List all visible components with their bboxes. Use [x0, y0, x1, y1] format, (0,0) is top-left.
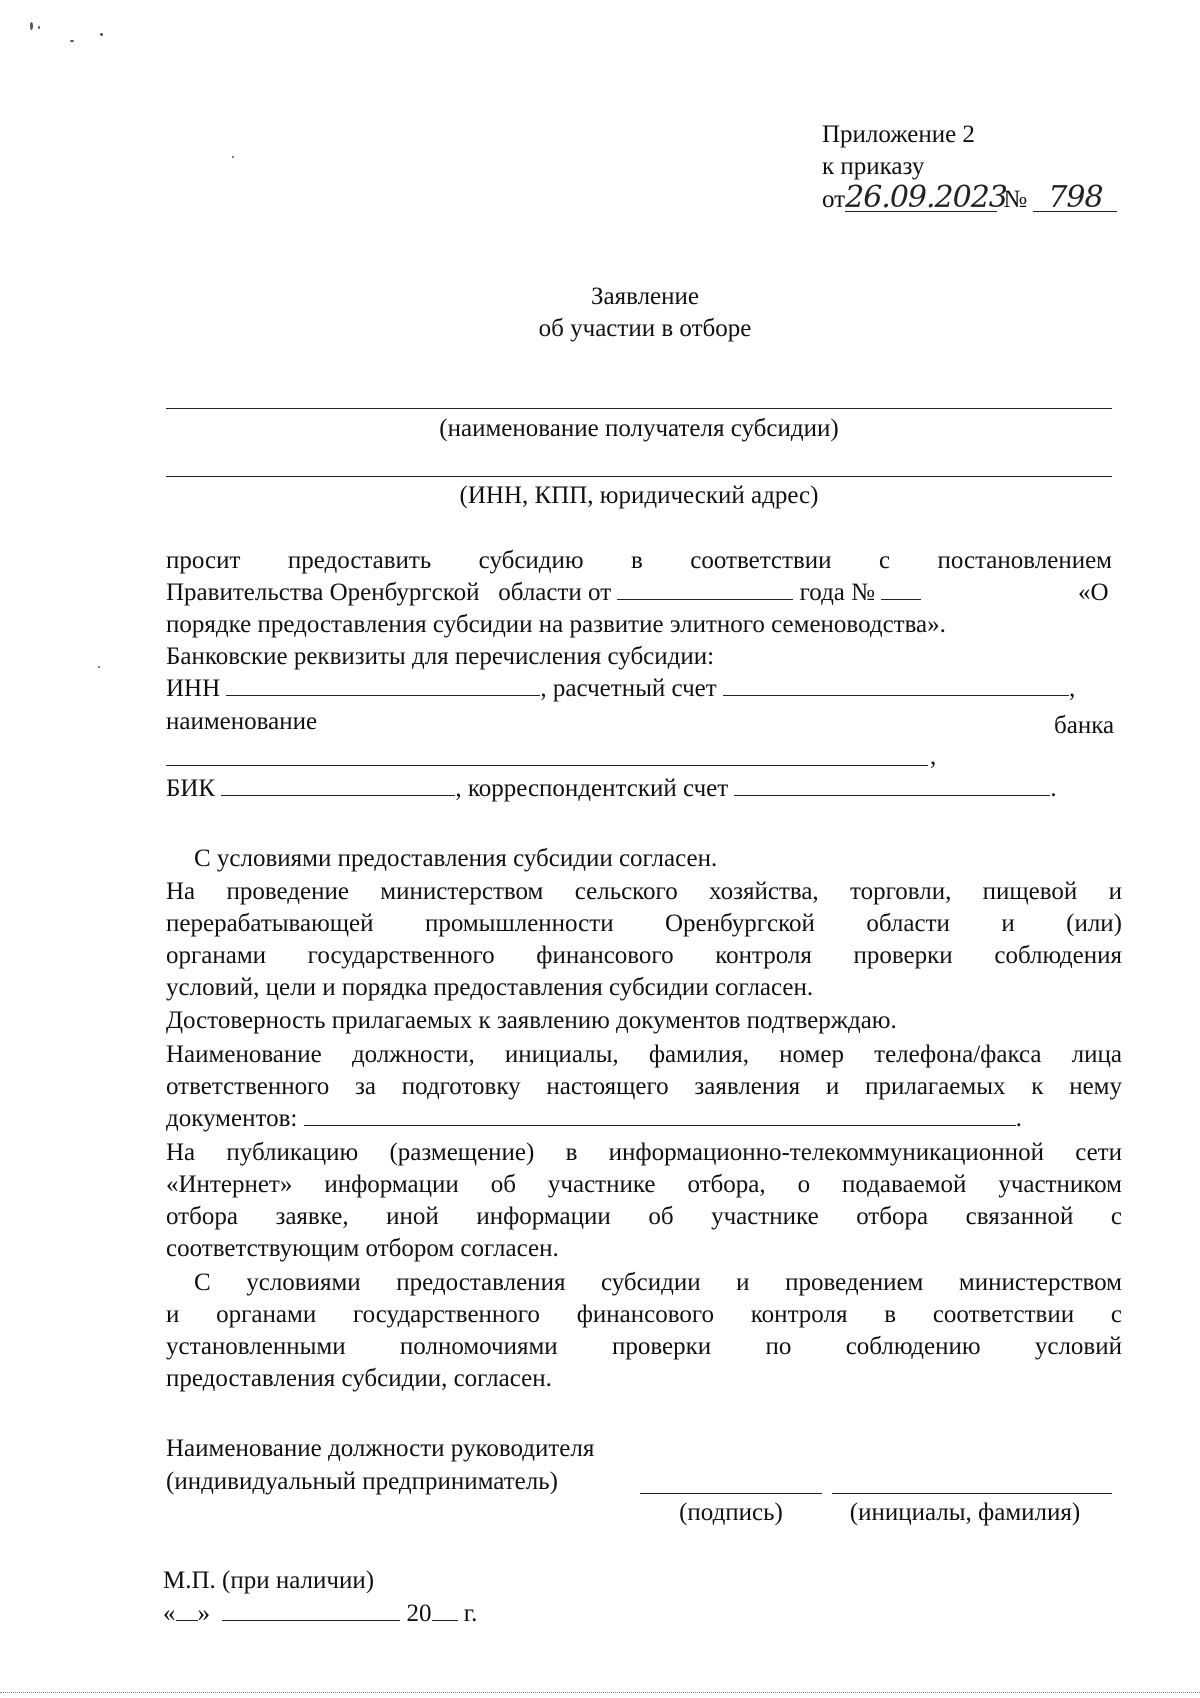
- day-blank: [176, 1598, 198, 1621]
- request-word: в: [631, 547, 643, 574]
- bik-blank: [221, 773, 455, 796]
- request-word: предоставить: [287, 547, 432, 574]
- request-line-2: [166, 577, 921, 608]
- signature-caption: (подпись): [679, 1499, 783, 1526]
- date-row: [163, 1598, 477, 1629]
- order-date-row: [822, 180, 1117, 215]
- responsible-person-line: ответственного за подготовку настоящего заявления и прилагаемых к нему: [166, 1073, 1122, 1100]
- signature-line: [640, 1493, 822, 1494]
- year-prefix: 20: [406, 1600, 432, 1627]
- recipient-name-line: [166, 408, 1112, 409]
- scan-speck: [100, 33, 103, 36]
- scan-edge: [0, 1692, 1200, 1693]
- account-blank: [723, 673, 1069, 696]
- consent-inspection-line: перерабатывающей промышленности Оренбургской области и (или): [166, 910, 1122, 937]
- quote-open: «: [163, 1600, 176, 1627]
- address-line: [166, 476, 1112, 477]
- responsible-person-blank: [304, 1103, 1016, 1126]
- inn-row: [166, 673, 1075, 704]
- resolution-date-blank: [617, 577, 793, 600]
- request-text: года №: [799, 579, 875, 606]
- corr-account-label: , корреспондентский счет: [455, 775, 729, 802]
- ministry-consent-line: С условиями предоставления субсидии и проведением министерством: [194, 1269, 1122, 1296]
- number-label: №: [1003, 186, 1028, 213]
- month-blank: [222, 1598, 400, 1621]
- resolution-number-blank: [881, 577, 921, 600]
- document-title: Заявление: [590, 283, 700, 310]
- year-blank: [432, 1598, 458, 1621]
- inn-label: ИНН: [166, 675, 221, 702]
- request-text: Правительства Оренбургской: [166, 579, 480, 606]
- account-label: , расчетный счет: [540, 675, 717, 702]
- request-word: с: [878, 547, 891, 574]
- bik-row: [166, 773, 1057, 804]
- punctuation: ,: [1068, 675, 1076, 702]
- name-caption: (инициалы, фамилия): [849, 1499, 1081, 1526]
- punctuation: .: [1015, 1105, 1022, 1132]
- punctuation: ,: [930, 743, 937, 770]
- consent-inspection-last: условий, цели и порядка предоставления субсидии согласен.: [166, 974, 814, 1001]
- publication-consent-last: соответствующим отбором согласен.: [166, 1235, 559, 1262]
- publication-consent-line: «Интернет» информации об участнике отбора, о подаваемой участником: [166, 1171, 1122, 1198]
- request-word: просит: [166, 547, 241, 574]
- ministry-consent-last: предоставления субсидии, согласен.: [166, 1365, 552, 1392]
- scan-speck: [232, 156, 234, 158]
- punctuation: .: [1050, 775, 1057, 802]
- appendix-label: Приложение 2: [822, 121, 975, 148]
- request-line-3: порядке предоставления субсидии на развитие элитного семеноводства».: [166, 611, 946, 638]
- scan-speck: [38, 26, 40, 29]
- consent-inspection-line: органами государственного финансового контроля проверки соблюдения: [166, 942, 1122, 969]
- responsible-person-docs: [166, 1103, 1022, 1134]
- ministry-consent-line: установленными полномочиями проверки по соблюдению условий: [166, 1333, 1122, 1360]
- bik-label: БИК: [166, 775, 216, 802]
- scan-speck: [70, 40, 74, 42]
- consent-conditions: С условиями предоставления субсидии согласен.: [194, 845, 718, 872]
- order-number-handwritten: 798: [1033, 185, 1117, 212]
- order-label: к приказу: [822, 153, 925, 180]
- documents-confirmation: Достоверность прилагаемых к заявлению документов подтверждаю.: [166, 1007, 897, 1034]
- address-caption: (ИНН, КПП, юридический адрес): [459, 482, 819, 509]
- bank-name-line: [166, 765, 928, 766]
- responsible-person-line: Наименование должности, инициалы, фамилия, номер телефона/факса лица: [166, 1041, 1122, 1068]
- from-prefix: от: [822, 186, 846, 213]
- request-word: соответствии: [690, 547, 832, 574]
- documents-label: документов:: [166, 1105, 298, 1132]
- stamp-label: М.П. (при наличии): [163, 1567, 375, 1594]
- request-line-1: [166, 545, 1112, 576]
- year-suffix: г.: [463, 1600, 478, 1627]
- inn-blank: [226, 673, 540, 696]
- entrepreneur-label: (индивидуальный предприниматель): [166, 1468, 558, 1495]
- order-date-handwritten: 26.09.2023: [845, 180, 1007, 215]
- request-text: области от: [498, 579, 612, 606]
- request-line-2-end: «О: [1078, 579, 1109, 606]
- publication-consent-line: На публикацию (размещение) в информационно-телекоммуникационной сети: [166, 1139, 1122, 1166]
- recipient-caption: (наименование получателя субсидии): [439, 415, 839, 442]
- scan-speck: [30, 22, 33, 30]
- bank-details-heading: Банковские реквизиты для перечисления субсидии:: [166, 643, 715, 670]
- bank-name-label: наименование: [166, 708, 318, 735]
- ministry-consent-line: и органами государственного финансового контроля в соответствии с: [166, 1301, 1122, 1328]
- consent-inspection-line: На проведение министерством сельского хозяйства, торговли, пищевой и: [166, 878, 1122, 905]
- document-subtitle: об участии в отборе: [538, 315, 752, 342]
- publication-consent-line: отбора заявке, иной информации об участнике отбора связанной с: [166, 1203, 1122, 1230]
- bank-label: банка: [1054, 712, 1115, 739]
- scan-speck: [98, 666, 100, 668]
- quote-close: »: [197, 1600, 210, 1627]
- request-word: субсидию: [478, 547, 584, 574]
- name-line: [832, 1493, 1112, 1494]
- corr-account-blank: [734, 773, 1050, 796]
- request-word: постановлением: [937, 547, 1112, 574]
- head-position-label: Наименование должности руководителя: [166, 1435, 595, 1462]
